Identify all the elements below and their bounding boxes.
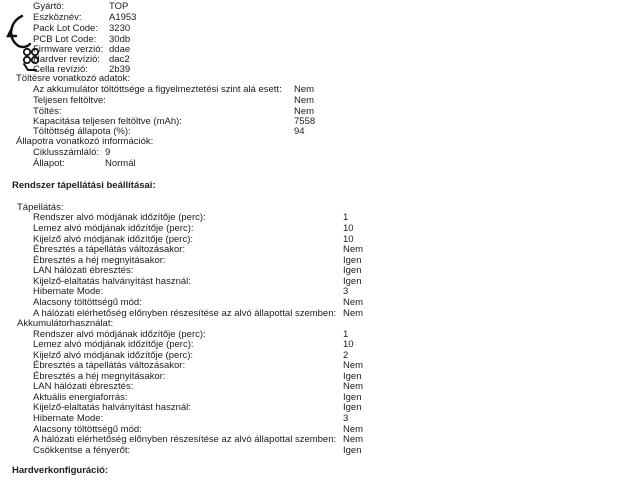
info-value: 1: [343, 329, 349, 340]
info-label: Firmware verzió:: [33, 44, 104, 55]
info-value: Igen: [343, 392, 362, 403]
section-title: Töltésre vonatkozó adatok:: [16, 73, 131, 84]
battery-row: [0, 446, 640, 456]
info-value: Normál: [105, 158, 136, 169]
info-label: Rendszer alvó módjának időzítője (perc):: [33, 329, 206, 340]
info-value: Nem: [294, 106, 315, 117]
info-label: Az akkumulátor töltöttsége a figyelmeztetési szint alá esett:: [33, 84, 282, 95]
info-value: Nem: [343, 381, 364, 392]
info-label: Ébresztés a tápellátás változásakor:: [33, 360, 186, 371]
info-label: Hardver revízió:: [33, 54, 101, 65]
info-value: Nem: [343, 360, 364, 371]
ac-row: [0, 213, 640, 223]
info-value: 3230: [109, 23, 131, 34]
info-value: ddae: [109, 44, 131, 55]
section-title: Tápellátás:: [17, 202, 64, 213]
battery-row: [0, 361, 640, 371]
info-row-hardware-rev: [0, 55, 640, 65]
heading-text: Hardverkonfiguráció:: [12, 465, 109, 476]
info-value: 10: [343, 339, 354, 350]
info-label: Eszköznév:: [33, 12, 82, 23]
info-value: TOP: [109, 1, 129, 12]
battery-row: [0, 435, 640, 445]
info-value: Nem: [343, 297, 364, 308]
info-row-pack-lot: [0, 24, 640, 34]
info-value: 10: [343, 234, 354, 245]
battery-row: [0, 414, 640, 424]
info-value: Igen: [343, 265, 362, 276]
info-value: 10: [343, 223, 354, 234]
section-title: Akkumulátorhasználat:: [17, 318, 114, 329]
info-value: Igen: [343, 371, 362, 382]
info-label: A hálózati elérhetőség előnyben részesítése az alvó állapottal szemben:: [33, 434, 337, 445]
info-value: Igen: [343, 276, 362, 287]
info-label: Ébresztés a tápellátás változásakor:: [33, 244, 186, 255]
ac-row: [0, 266, 640, 276]
health-section-title: [0, 137, 640, 147]
info-label: Aktuális energiaforrás:: [33, 392, 128, 403]
info-value: Nem: [294, 95, 315, 106]
info-value: dac2: [109, 54, 130, 65]
hardware-heading: [0, 466, 640, 476]
charge-row: [0, 85, 640, 95]
info-label: Hibernate Mode:: [33, 286, 104, 297]
info-value: A1953: [109, 12, 137, 23]
health-row: [0, 148, 640, 158]
info-value: Nem: [294, 84, 315, 95]
info-label: LAN hálózati ébresztés:: [33, 381, 134, 392]
battery-power-title: [0, 319, 640, 329]
info-label: Rendszer alvó módjának időzítője (perc):: [33, 212, 206, 223]
info-label: Kijelző alvó módjának időzítője (perc):: [33, 234, 193, 245]
info-label: Állapot:: [33, 158, 65, 169]
charge-row: [0, 96, 640, 106]
info-label: LAN hálózati ébresztés:: [33, 265, 134, 276]
charge-section-title: [0, 74, 640, 84]
info-value: 30db: [109, 34, 131, 45]
info-value: Igen: [343, 402, 362, 413]
info-label: Csökkentse a fényerőt:: [33, 445, 131, 456]
info-value: Nem: [343, 424, 364, 435]
info-value: Igen: [343, 445, 362, 456]
info-label: A hálózati elérhetőség előnyben részesítése az alvó állapottal szemben:: [33, 308, 337, 319]
info-label: Kijelző-elaltatás halványítást használ:: [33, 402, 191, 413]
info-label: Kapacitása teljesen feltöltve (mAh):: [33, 116, 182, 127]
info-label: PCB Lot Code:: [33, 34, 97, 45]
battery-row: [0, 340, 640, 350]
section-title: Állapotra vonatkozó információk:: [16, 136, 154, 147]
health-row: [0, 159, 640, 169]
info-label: Alacsony töltöttségű mód:: [33, 424, 142, 435]
power-settings-heading: [0, 181, 640, 191]
info-value: 3: [343, 286, 349, 297]
info-label: Lemez alvó módjának időzítője (perc):: [33, 223, 194, 234]
ac-row: [0, 287, 640, 297]
info-label: Kijelző-elaltatás halványítást használ:: [33, 276, 191, 287]
info-label: Töltöttség állapota (%):: [33, 126, 131, 137]
info-label: Cella revízió:: [33, 64, 88, 75]
battery-row: [0, 382, 640, 392]
ac-row: [0, 245, 640, 255]
ac-row: [0, 298, 640, 308]
cursor-icon: [6, 14, 46, 74]
info-value: 9: [105, 147, 111, 158]
info-label: Teljesen feltöltve:: [33, 95, 106, 106]
info-value: Igen: [343, 255, 362, 266]
info-value: 94: [294, 126, 305, 137]
info-value: Nem: [343, 244, 364, 255]
info-label: Ébresztés a héj megnyitásakor:: [33, 255, 166, 266]
info-label: Pack Lot Code:: [33, 23, 98, 34]
info-value: 7558: [294, 116, 316, 127]
info-label: Alacsony töltöttségű mód:: [33, 297, 142, 308]
info-value: 3: [343, 413, 349, 424]
heading-text: Rendszer tápellátási beállításai:: [12, 180, 156, 191]
info-value: Nem: [343, 308, 364, 319]
info-value: 2: [343, 350, 349, 361]
info-row-manufacturer: [0, 2, 640, 12]
info-value: Nem: [343, 434, 364, 445]
info-label: Ciklusszámláló:: [33, 147, 99, 158]
info-label: Lemez alvó módjának időzítője (perc):: [33, 339, 194, 350]
info-label: Kijelző alvó módjának időzítője (perc):: [33, 350, 193, 361]
info-value: 2b39: [109, 64, 131, 75]
info-label: Gyártó:: [33, 1, 65, 12]
info-row-device-name: [0, 13, 640, 23]
info-label: Ébresztés a héj megnyitásakor:: [33, 371, 166, 382]
info-label: Hibernate Mode:: [33, 413, 104, 424]
ac-row: [0, 224, 640, 234]
info-value: 1: [343, 212, 349, 223]
battery-row: [0, 403, 640, 413]
info-label: Töltés:: [33, 106, 62, 117]
